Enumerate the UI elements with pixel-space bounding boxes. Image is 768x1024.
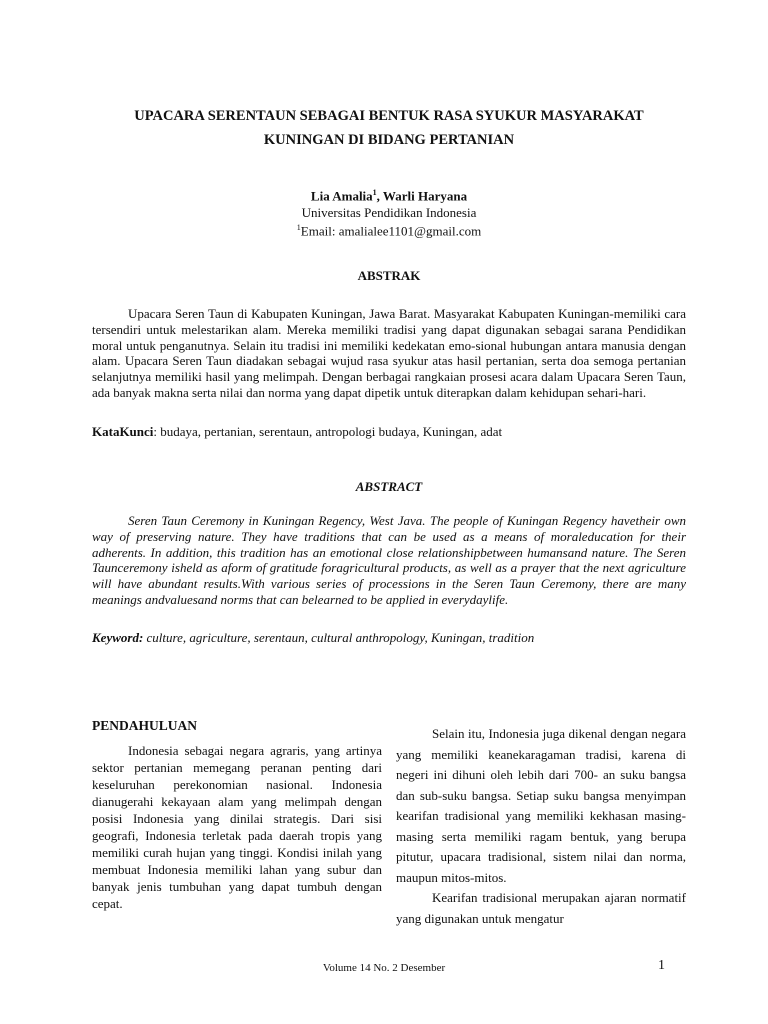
page-number: 1: [658, 958, 665, 973]
author-list: [92, 185, 686, 204]
author-name: , Warli Haryana: [376, 188, 468, 204]
title-line-2: KUNINGAN DI BIDANG PERTANIAN: [263, 132, 515, 148]
email-line: [92, 220, 686, 238]
footer-volume: Volume 14 No. 2 Desember: [322, 962, 446, 974]
abstract-keywords: [92, 630, 686, 646]
paragraph: Kearifan tradisional merupakan ajaran normatif yang digunakan untuk mengatur: [396, 890, 686, 926]
affiliation: Universitas Pendidikan Indonesia: [301, 205, 477, 220]
email: Email: amalialee1101@gmail.com: [300, 223, 482, 239]
email-marker: 1: [296, 223, 301, 232]
abstract-heading: ABSTRACT: [355, 479, 423, 494]
affiliation-block: [92, 205, 686, 238]
keyword-label: Keyword:: [92, 630, 144, 645]
paragraph: Selain itu, Indonesia juga dikenal dengan negara yang memiliki keanekaragaman tradisi, karena di negeri ini dihuni oleh lebih dari 700- an suku bangsa dan sub-suku bangsa. Setiap suku bangsa menyimpan kearifan tradisional yang memiliki kekhasan masing-masing serta memiliki ragam bentuk, yang berupa pitutur, upacara tradisional, sistem nilai dan norma, maupun mitos-mitos.: [396, 726, 686, 885]
keyword-list: : budaya, pertanian, serentaun, antropologi budaya, Kuningan, adat: [153, 424, 503, 439]
paragraph: Indonesia sebagai negara agraris, yang artinya sektor pertanian memegang peranan penting dari keseluruhan perekonomian nasional. Indonesia dianugerahi kekayaan alam yang melimpah dengan posisi Indonesia yang dinilai strategis. Dari sisi geografi, Indonesia terletak pada daerah tropis yang memiliki curah hujan yang tinggi. Kondisi inilah yang membuat Indonesia memiliki lahan yang subur dan banyak jenis tumbuhan yang dapat tumbuh dengan cepat.: [92, 743, 382, 911]
abstract-body: Seren Taun Ceremony in Kuningan Regency, West Java. The people of Kuningan Regency havetheir own way of preserving nature. They have traditions that can be used as a means of moraleducation for their adherents. In addition, this tradition has an emotional close relationshipbetween humansand nature. The Seren Taunceremony isheld as aform of gratitude foragricultural products, as well as a prayer that the next agriculture will have abundant results.With various series of processions in the Seren Taun Ceremony, there are many meanings andvaluesand norms that can belearned to be applied in everydaylife.: [92, 513, 686, 607]
author-name: Lia Amalia: [310, 188, 373, 204]
abstrak-keywords: [92, 424, 686, 440]
abstrak-body: Upacara Seren Taun di Kabupaten Kuningan, Jawa Barat. Masyarakat Kabupaten Kuningan-memiliki cara tersendiri untuk melestarikan alam. Mereka memiliki tradisi yang dapat digunakan sebagai sarana Pendidikan moral untuk penganutnya. Selain itu tradisi ini memiliki kedekatan emo-sional hubungan antara manusia dengan alam. Upacara Seren Taun diadakan sebagai wujud rasa syukur atas hasil pertanian, serta doa semoga pertanian selanjutnya memiliki hasil yang melimpah. Dengan berbagai rangkaian prosesi acara dalam Upacara Seren Taun, ada banyak makna serta nilai dan norma yang dapat dipetik untuk diterapkan dalam kehidupan sehari-hari.: [92, 306, 686, 400]
section-heading-pendahuluan: PENDAHULUAN: [92, 718, 198, 733]
author-affiliation-marker: 1: [372, 188, 377, 197]
left-column: [92, 742, 382, 912]
abstrak-heading: ABSTRAK: [357, 268, 421, 283]
keyword-list: culture, agriculture, serentaun, cultural anthropology, Kuningan, tradition: [143, 630, 535, 645]
keyword-label: KataKunci: [92, 424, 154, 439]
title-line-1: UPACARA SERENTAUN SEBAGAI BENTUK RASA SYUKUR MASYARAKAT: [134, 108, 644, 124]
right-column: [396, 724, 686, 929]
paper-title: [92, 104, 686, 152]
